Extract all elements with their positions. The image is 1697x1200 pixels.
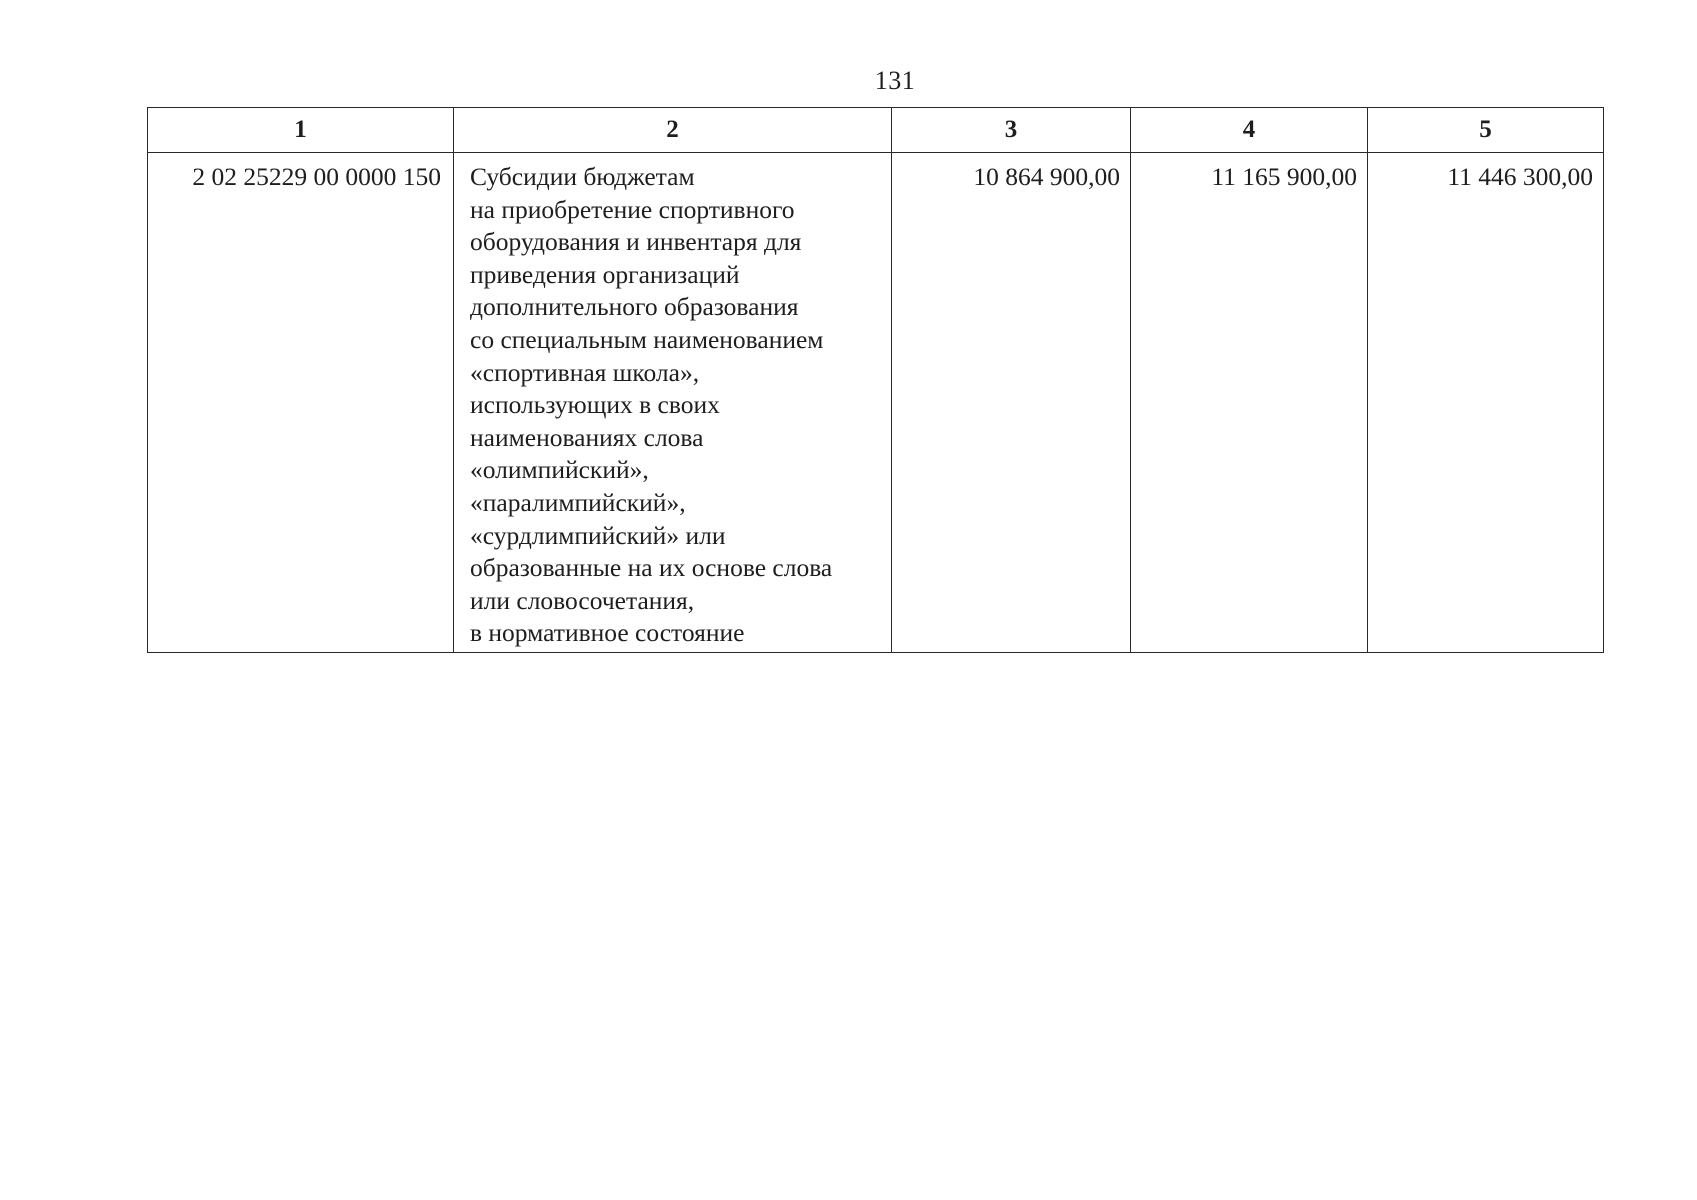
table-row xyxy=(148,153,1604,653)
description-line: или словосочетания, xyxy=(470,585,695,615)
amount-col3-cell: 10 864 900,00 xyxy=(892,153,1131,653)
column-header-5: 5 xyxy=(1368,108,1604,153)
column-header-1: 1 xyxy=(148,108,454,153)
description-line: «олимпийский», xyxy=(470,455,649,485)
description-line: со специальным наименованием xyxy=(470,324,824,354)
description-line: образованные на их основе слова xyxy=(470,553,833,583)
column-header-3: 3 xyxy=(892,108,1131,153)
description-line: оборудования и инвентаря для xyxy=(470,227,802,257)
amount-col4-cell: 11 165 900,00 xyxy=(1131,153,1368,653)
description-line: «спортивная школа», xyxy=(470,357,700,387)
table-header-row xyxy=(148,108,1604,153)
description-cell xyxy=(454,153,892,653)
description-line: дополнительного образования xyxy=(470,292,799,322)
description-line: в нормативное состояние xyxy=(470,618,745,648)
amount-col5-cell: 11 446 300,00 xyxy=(1368,153,1604,653)
description-line: приведения организаций xyxy=(470,259,740,289)
budget-code-cell: 2 02 25229 00 0000 150 xyxy=(148,153,454,653)
column-header-4: 4 xyxy=(1131,108,1368,153)
description-line: Субсидии бюджетам xyxy=(470,162,695,191)
description-line: «паралимпийский», xyxy=(470,487,686,517)
column-header-2: 2 xyxy=(454,108,892,153)
description-line: «сурдлимпийский» или xyxy=(470,520,726,550)
description-line: использующих в своих xyxy=(470,390,720,420)
description-line: наименованиях слова xyxy=(470,422,704,452)
page-number: 131 xyxy=(874,66,916,95)
description-line: на приобретение спортивного xyxy=(470,194,795,224)
budget-table xyxy=(147,107,1604,653)
